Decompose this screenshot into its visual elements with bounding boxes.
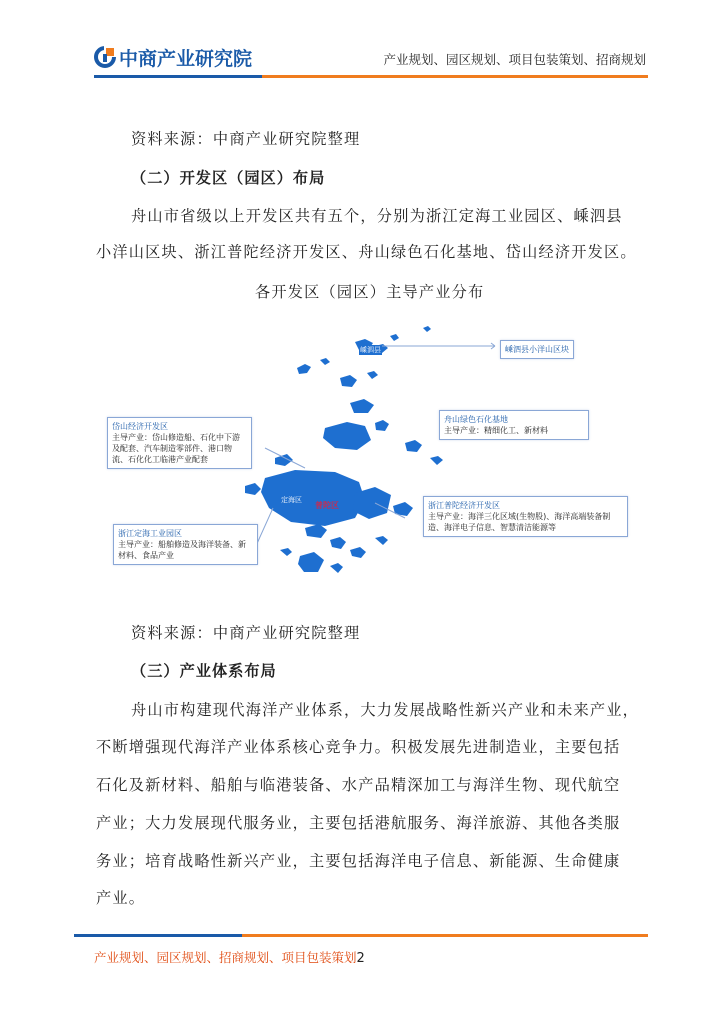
header-rule-blue	[94, 75, 262, 78]
source-note-2: 资料来源：中商产业研究院整理	[131, 624, 361, 642]
callout-xiaoyangshan	[500, 340, 574, 359]
zhoushan-map-figure	[105, 318, 630, 593]
header-rule-orange	[262, 75, 648, 78]
page-number: 2	[356, 951, 365, 966]
callout-daishan-zone-title: 岱山经济开发区	[112, 422, 168, 431]
paragraph-3-line-1: 舟山市构建现代海洋产业体系，大力发展战略性新兴产业和未来产业，	[131, 701, 640, 719]
islands	[245, 326, 443, 573]
paragraph-3-line-3: 石化及新材料、船舶与临港装备、水产品精深加工与海洋生物、现代航空	[96, 776, 621, 794]
footer-tagline-text: 产业规划、园区规划、招商规划、项目包装策划	[94, 950, 357, 965]
header-logo	[94, 44, 252, 70]
paragraph-2-line-1: 舟山市省级以上开发区共有五个，分别为浙江定海工业园区、嵊泗县	[131, 207, 623, 225]
footer-rule-blue	[74, 934, 242, 937]
callout-dinghai-zone	[113, 524, 258, 565]
callout-putuo-zone-title: 浙江普陀经济开发区	[428, 501, 500, 510]
footer-rule-orange	[242, 934, 648, 937]
footer-tagline	[94, 948, 365, 966]
callout-dinghai-zone-title: 浙江定海工业园区	[118, 529, 182, 538]
source-note-1: 资料来源：中商产业研究院整理	[131, 130, 361, 148]
callout-dinghai-zone-body: 主导产业：船舶修造及海洋装备、新材料、食品产业	[118, 540, 246, 560]
figure-title: 各开发区（园区）主导产业分布	[255, 283, 485, 301]
callout-green-petro-title: 舟山绿色石化基地	[444, 415, 508, 424]
callout-daishan-zone-body: 主导产业：岱山修造船、石化中下游及配套、汽车制造零部件、港口物流、石化化工临港产业配套	[112, 433, 240, 464]
map-label-putuo: 普陀区	[315, 501, 339, 510]
paragraph-3-line-5: 务业；培育战略性新兴产业，主要包括海洋电子信息、新能源、生命健康	[96, 852, 621, 870]
paragraph-2-line-2: 小洋山区块、浙江普陀经济开发区、舟山绿色石化基地、岱山经济开发区。	[96, 243, 637, 261]
header-tagline: 产业规划、园区规划、项目包装策划、招商规划	[383, 52, 646, 67]
callout-daishan-zone	[107, 417, 252, 469]
callout-green-petro-body: 主导产业：精细化工、新材料	[444, 426, 548, 435]
callout-green-petro	[439, 410, 589, 440]
map-label-dinghai: 定海区	[281, 496, 302, 504]
callout-putuo-zone-body: 主导产业：海洋三化区域(生物股)、海洋高端装备制造、海洋电子信息、智慧清洁能源等	[428, 512, 611, 532]
map-label-daishan: 岱山县	[307, 445, 328, 453]
paragraph-3-line-2: 不断增强现代海洋产业体系核心竞争力。积极发展先进制造业，主要包括	[96, 738, 621, 756]
section-heading-2: （二）开发区（园区）布局	[131, 169, 326, 187]
map-label-shengsi: 嵊泗县	[360, 346, 381, 354]
logo-icon	[94, 46, 116, 68]
callout-xiaoyangshan-title: 嵊泗县小洋山区块	[505, 345, 569, 354]
section-heading-3: （三）产业体系布局	[131, 662, 277, 680]
callout-putuo-zone	[423, 496, 628, 537]
paragraph-3-line-6: 产业。	[96, 889, 146, 907]
paragraph-3-line-4: 产业；大力发展现代服务业，主要包括港航服务、海洋旅游、其他各类服	[96, 814, 621, 832]
logo-text: 中商产业研究院	[119, 47, 253, 70]
